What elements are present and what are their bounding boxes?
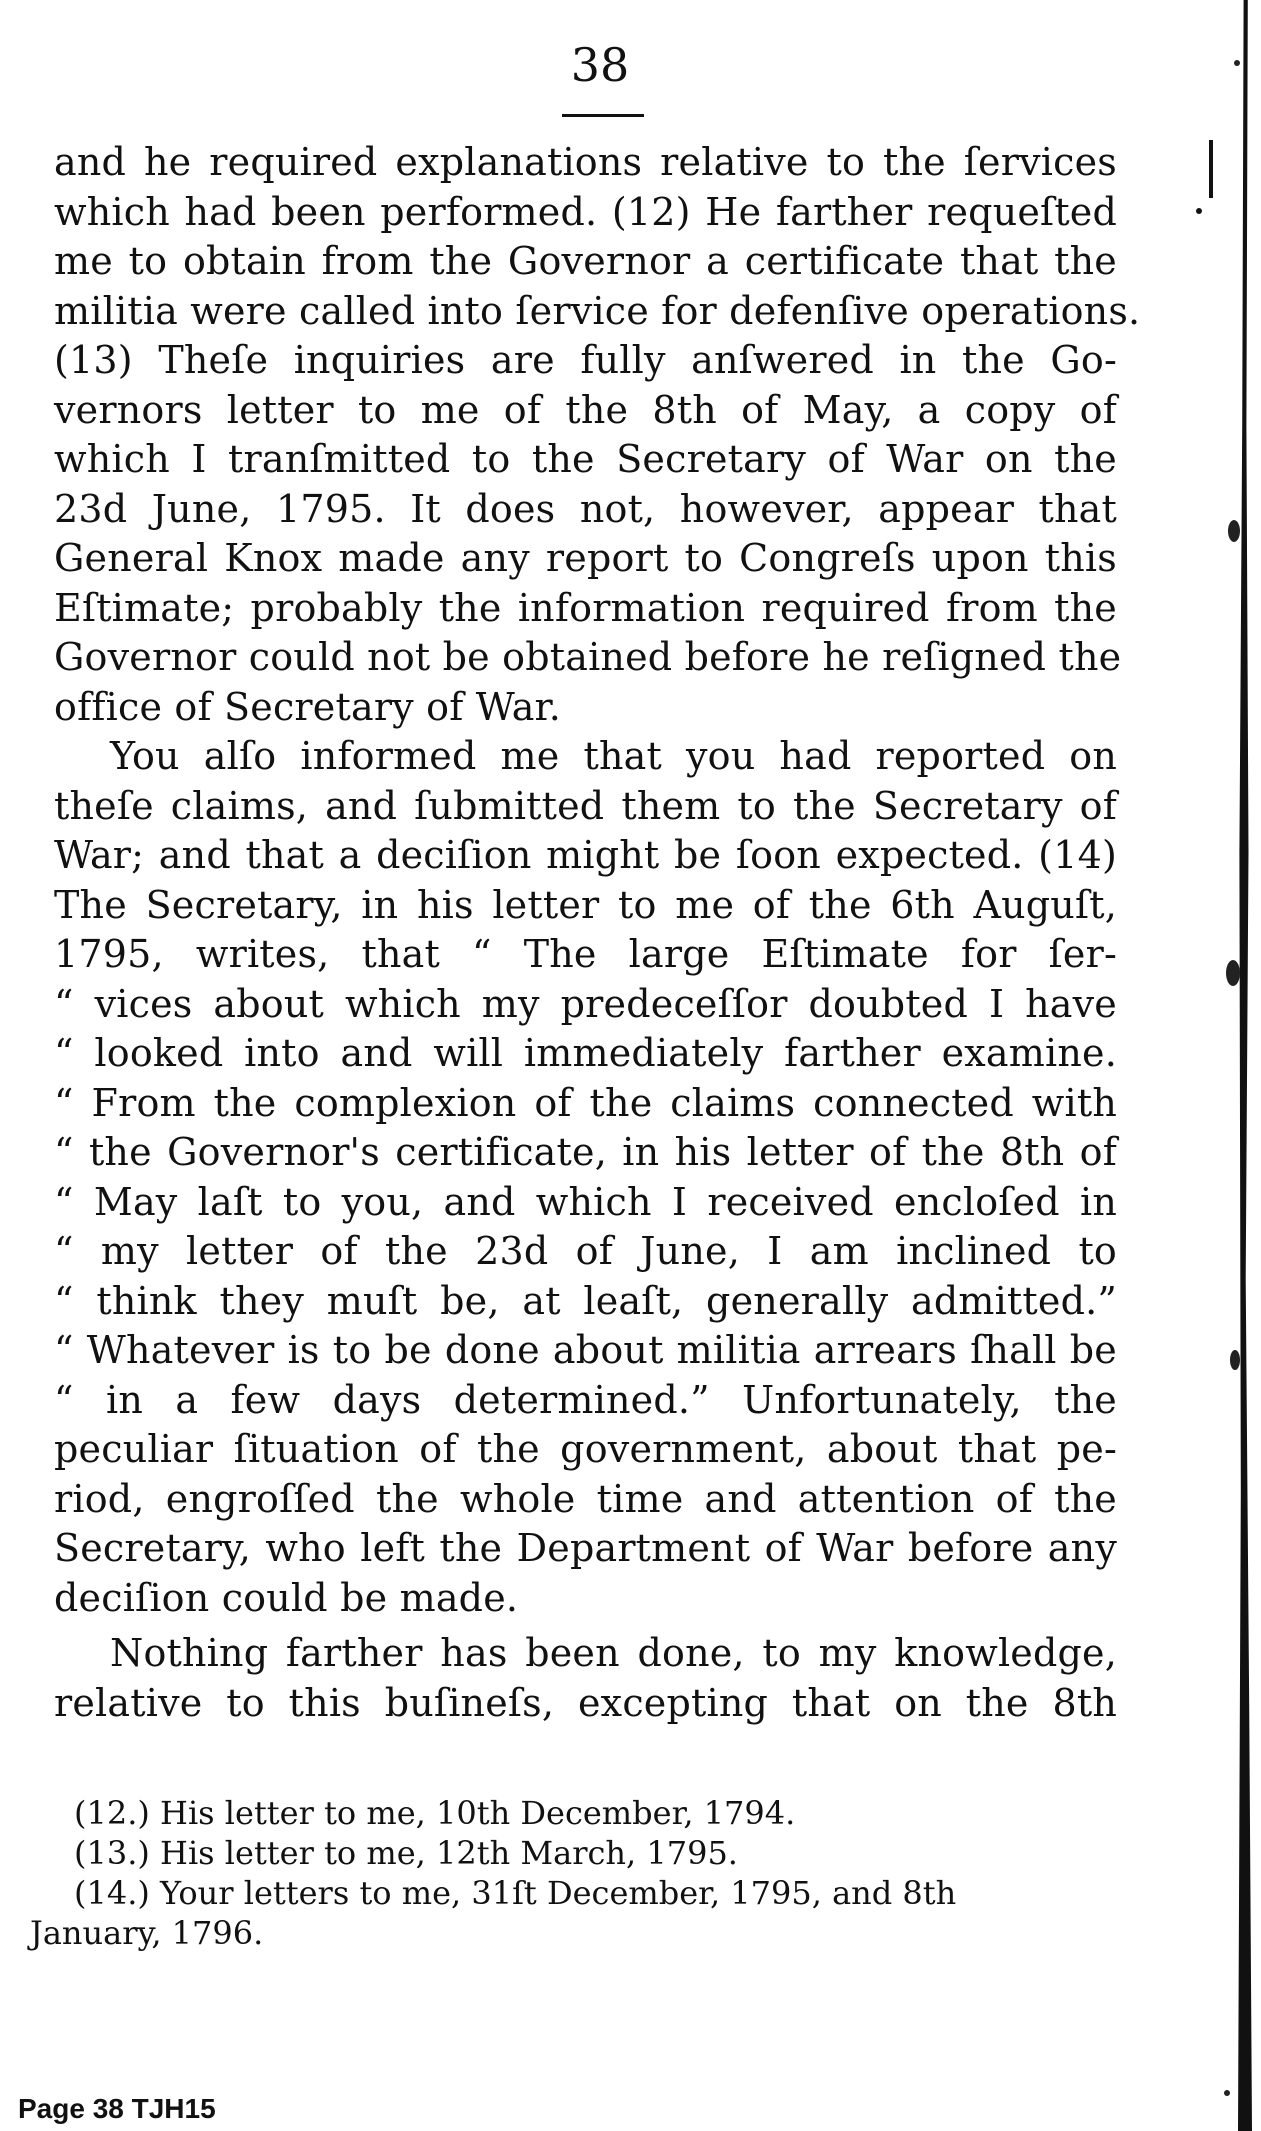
text-line: riod, engroſſed the whole time and attention of the xyxy=(54,1476,1117,1521)
text-line: “ in a few days determined.” Unfortunately, the xyxy=(54,1377,1117,1422)
text-line: which had been performed. (12) He farther requeſted xyxy=(54,189,1117,234)
scan-label: Page 38 TJH15 xyxy=(18,2093,216,2124)
binding-edge xyxy=(1238,0,1252,2131)
text-line: General Knox made any report to Congreſs upon this xyxy=(54,536,1117,580)
text-line: “ Whatever is to be done about militia arrears ſhall be xyxy=(54,1328,1117,1372)
text-line: Eſtimate; probably the information required from the xyxy=(54,585,1117,630)
text-line: “ May laſt to you, and which I received encloſed in xyxy=(54,1179,1117,1224)
text-line: which I tranſmitted to the Secretary of War on the xyxy=(54,437,1117,481)
edge-speck xyxy=(1226,960,1240,986)
text-line: Governor could not be obtained before he reſigned the xyxy=(54,635,1122,679)
text-line: “ my letter of the 23d of June, I am inclined to xyxy=(54,1229,1117,1273)
text-line: office of Secretary of War. xyxy=(54,684,562,729)
edge-speck xyxy=(1224,2090,1230,2096)
text-line: “ the Governor's certificate, in his letter of the 8th of xyxy=(54,1130,1117,1174)
footnote-12: (12.) His letter to me, 10th December, 1794. xyxy=(74,1794,796,1832)
text-line: 1795, writes, that “ The large Eſtimate for ſer- xyxy=(54,932,1117,976)
text-line: War; and that a deciſion might be ſoon expected. (14) xyxy=(54,833,1117,877)
body-text xyxy=(54,138,1141,1728)
page-number-rule xyxy=(562,114,644,117)
edge-speck xyxy=(1234,60,1240,66)
footnote-13: (13.) His letter to me, 12th March, 1795. xyxy=(74,1834,738,1872)
text-line: The Secretary, in his letter to me of the 6th Auguſt, xyxy=(54,882,1117,927)
text-line: me to obtain from the Governor a certificate that the xyxy=(54,239,1117,283)
text-line: 23d June, 1795. It does not, however, appear that xyxy=(54,486,1117,531)
edge-speck xyxy=(1228,520,1240,542)
text-line: You alſo informed me that you had reported on xyxy=(110,734,1117,778)
text-line: militia were called into ſervice for defenſive operations. xyxy=(54,288,1141,333)
text-line: (13) Theſe inquiries are fully anſwered in the Go- xyxy=(54,338,1117,382)
text-line: “ From the complexion of the claims connected with xyxy=(54,1080,1117,1125)
margin-mark xyxy=(1209,140,1213,198)
page-number: 38 xyxy=(570,38,630,92)
text-line: Nothing farther has been done, to my knowledge, xyxy=(110,1631,1117,1675)
text-line: “ vices about which my predeceſſor doubted I have xyxy=(54,981,1117,1026)
text-line: and he required explanations relative to the ſervices xyxy=(54,140,1117,184)
footnote-14: (14.) Your letters to me, 31ſt December, 1795, and 8th xyxy=(74,1874,957,1912)
margin-dot xyxy=(1196,208,1202,214)
text-line: “ think they muſt be, at leaſt, generally admitted.” xyxy=(54,1278,1117,1323)
text-line: vernors letter to me of the 8th of May, a copy of xyxy=(54,387,1117,432)
footnotes xyxy=(30,1793,1074,1953)
page-edge-shadow xyxy=(1218,0,1261,2131)
footnote-14-continued: January, 1796. xyxy=(30,1914,264,1952)
text-line: theſe claims, and ſubmitted them to the Secretary of xyxy=(54,783,1117,828)
text-line: Secretary, who left the Department of War before any xyxy=(54,1526,1117,1570)
text-line: relative to this buſineſs, excepting that on the 8th xyxy=(54,1680,1117,1725)
text-line: peculiar ſituation of the government, about that pe- xyxy=(54,1427,1117,1471)
text-line: deciſion could be made. xyxy=(54,1575,519,1620)
text-line: “ looked into and will immediately farther examine. xyxy=(54,1031,1117,1075)
edge-speck xyxy=(1230,1350,1240,1370)
